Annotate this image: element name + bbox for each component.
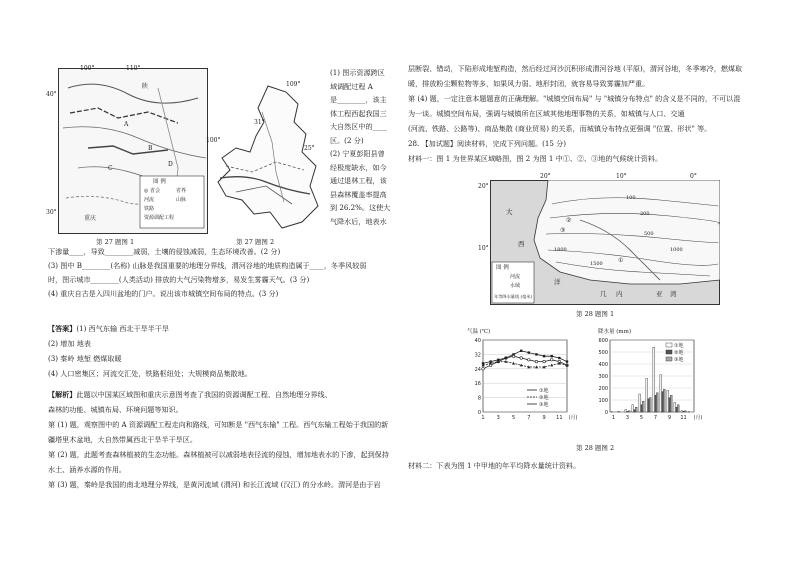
x-tick-label: 7 (527, 415, 531, 421)
bar (669, 398, 671, 412)
data-point (520, 350, 522, 352)
bar (628, 411, 630, 412)
analysis-text: 此题以中国某区域图和重庆示意图考查了我国的资源调配工程、自然地理分界线、 (76, 390, 332, 399)
bar (655, 395, 657, 412)
data-point (528, 351, 530, 353)
data-point (520, 357, 523, 360)
q-side-line: 大自然区中的____ (330, 122, 387, 131)
analysis-text: 森林的功能、城镇布局、环境问题等知识。 (48, 405, 183, 414)
bar (625, 410, 627, 412)
q-side-line: (2) 宁夏彭阳县曾 (330, 149, 385, 158)
analysis-text: 疆塔里木盆地，大自然带属西北干旱半干旱区。 (48, 435, 197, 444)
fig1-lat: 40° (46, 91, 57, 98)
q-side-line: 是________，该主 (330, 95, 387, 104)
x-tick-label: 7 (653, 415, 658, 421)
fig27-2-map (206, 82, 324, 232)
fig2-lat: 25° (304, 145, 315, 152)
data-point (558, 357, 560, 359)
y-tick-label: 32 (474, 352, 481, 359)
x-tick-label: 5 (639, 415, 644, 421)
bar (683, 411, 685, 412)
bar (632, 405, 634, 412)
q27-row: 下渗量____，导致________减弱，土壤的侵蚀减弱，生态环境改善。(2 分) (48, 247, 281, 256)
map-gulf-3: 亚 (656, 290, 663, 298)
bar (618, 411, 620, 412)
data-point (543, 360, 546, 363)
temperature-chart (465, 328, 577, 438)
map-point-1: ① (618, 257, 624, 264)
fig1-legend-railway: 铁路 (144, 206, 155, 212)
y-tick-label: 500 (598, 350, 608, 356)
data-point (551, 355, 553, 357)
answer-2: (2) 增加 地表 (48, 339, 91, 348)
data-point (535, 353, 537, 355)
fig27-2-caption: 第 27 题图 2 (236, 238, 275, 246)
bar (684, 411, 686, 412)
x-axis-label: (月) (568, 415, 577, 421)
fig1-city: 重庆 (84, 215, 97, 222)
map-gulf-1: 几 (600, 290, 607, 298)
fig28-1-caption: 第 28 题图 1 (576, 310, 615, 318)
q27-row: 时，图示城市________(人类活动) 排放的大气污染物增多，易发生雾霾天气。(3 分) (48, 275, 310, 284)
map-gulf-4: 湾 (670, 290, 677, 298)
q27-row: (3) 图中 B________(名称) 山脉是我国重要的地理分界线，渭河谷地的地质构造属于____，冬季风较弱 (48, 261, 367, 270)
fig1-label-d: D (168, 161, 173, 168)
fig28-2-caption: 第 28 题图 2 (576, 444, 615, 452)
map-lon1: 20° (540, 173, 551, 180)
map-lat1: 20° (478, 183, 489, 190)
fig1-label-c: C (108, 165, 113, 172)
fig1-legend-project: 资源调配工程 (144, 215, 175, 221)
precipitation-chart-svg (590, 328, 702, 438)
data-point (482, 362, 484, 364)
map-legend-title: 图 例 (496, 265, 509, 271)
map-sea-1: 大 (506, 208, 513, 216)
right-text-line: 为一谈。城镇空间布局，强调与城镇所在区域其他地理事物的关系，如城镇与人口、交通 (408, 109, 685, 118)
map-sea-2: 西 (518, 240, 525, 248)
q27-row: (4) 重庆自古是入四川盆地的门户。说出该市城镇空间布局的特点。(3 分) (48, 289, 279, 298)
legend-label: ①地 (539, 388, 549, 394)
q-side-line: (1) 图示资源跨区 (330, 68, 385, 77)
bar (627, 411, 629, 412)
right-text-line: 暖，排放粉尘颗粒物等多，如果风力弱、地形封闭，就容易导致雾霾加严重。 (408, 79, 650, 88)
bar (674, 402, 676, 412)
bar (634, 410, 636, 412)
map-iso-1800: 1800 (554, 247, 567, 253)
answer-4: (4) 人口密集区；河流交汇处，铁路枢纽处；大规模商品集散地。 (48, 369, 252, 378)
answer-line-1 (48, 322, 169, 336)
fig27-1-map (46, 65, 208, 234)
x-tick-label: 3 (625, 415, 630, 421)
map-iso-200: 200 (640, 211, 650, 217)
bar (641, 405, 643, 412)
x-tick-label: 1 (481, 415, 485, 421)
bar (635, 407, 637, 412)
precipitation-chart (590, 328, 702, 438)
temp-ylabel: 气温 (℃) (467, 329, 491, 335)
map-legend-water: 水域 (510, 283, 521, 289)
data-point (535, 360, 538, 363)
temperature-chart-svg (465, 328, 577, 438)
plot-frame (483, 340, 567, 412)
y-tick-label: 0 (477, 410, 481, 416)
map-legend-river: 河流 (510, 274, 521, 280)
x-tick-label: 3 (496, 415, 500, 421)
data-point (512, 353, 514, 355)
q-side-line: 体工程西起我国三 (330, 108, 387, 118)
bar (667, 390, 669, 412)
bar (676, 407, 678, 412)
fig1-legend-capital: ◎ 省会 (144, 188, 160, 194)
x-tick-label: 11 (556, 415, 563, 421)
fig28-1-map (478, 173, 720, 305)
analysis-title: 【解析】 (48, 390, 77, 399)
fig1-label-b: B (148, 145, 153, 152)
bar (663, 389, 665, 412)
x-tick-label: 9 (667, 415, 672, 421)
q-side-line: 经极度缺水，如今 (330, 162, 387, 172)
fig1-legend-boundary: 省界 (176, 188, 187, 194)
bar (670, 395, 672, 412)
bar (656, 393, 658, 412)
x-tick-label: 5 (511, 415, 516, 421)
x-tick-label: 1 (611, 415, 616, 421)
right-text-line: (河流、铁路、公路等)、商品集散 (商业贸易) 的关系，而城镇分布特点更强调 "位置、形状" 等。 (408, 124, 712, 133)
legend-swatch (666, 357, 672, 361)
fig1-lon1: 100° (80, 65, 95, 72)
data-point (505, 357, 507, 359)
legend-swatch (666, 350, 672, 354)
legend-label: ②地 (539, 395, 549, 401)
legend-label: ①地 (674, 343, 684, 349)
legend-label: ③地 (674, 357, 684, 363)
right-text-line: 层断裂、错动，下陷形成地堑构造，然后经过河沙沉积形成渭河谷地 (平原)，渭河谷地，冬季寒冷，燃煤取 (408, 64, 743, 73)
y-tick-label: 40 (474, 338, 481, 344)
map-point-3: ③ (560, 227, 566, 234)
fig1-legend-river: 河流 (144, 197, 155, 203)
answer-1: (1) 西气东输 西北干旱半干旱 (76, 324, 169, 333)
bar (681, 411, 683, 412)
y-tick-label: 24 (474, 366, 481, 373)
map-gulf-2: 内 (616, 290, 623, 298)
map-iso-100: 100 (626, 195, 636, 201)
fig1-lat2: 30° (46, 209, 57, 216)
map-lon3: 0° (690, 173, 697, 180)
data-point (566, 360, 568, 362)
answer-title: 【答案】 (48, 324, 77, 333)
right-text-line: 第 (4) 题，一定注意本题题意的正确理解。"城镇空间布局" 与 "城镇分布特点" 的含义是不同的，不可以混 (408, 94, 741, 103)
material-2: 材料二：下表为图 1 中甲地的年平均降水量统计资料。 (408, 461, 581, 470)
bar (660, 375, 662, 412)
fig1-legend-title: 图 例 (153, 179, 166, 185)
fig2-lon: 100° (206, 137, 221, 144)
map-iso-500: 500 (644, 231, 654, 237)
bar (648, 399, 650, 412)
analysis-text: 水土、涵养水源的作用。 (48, 465, 127, 474)
fig1-region: 陕 (142, 83, 149, 90)
data-point (482, 368, 485, 371)
prec-ylabel: 降水量 (mm) (598, 329, 631, 335)
x-tick-label: 9 (542, 415, 546, 421)
map-iso-1000: 1000 (670, 247, 683, 253)
y-tick-label: 8 (477, 395, 481, 402)
y-tick-label: 200 (598, 386, 608, 392)
q-side-line: 到 26.2%。这使大 (330, 203, 391, 212)
map-point-2: ② (566, 217, 572, 224)
legend-label: ③地 (539, 402, 549, 408)
analysis-line-1 (48, 388, 332, 402)
material-1: 材料一：图 1 为世界某区域略图，图 2 为图 1 中①、②、③地的气候统计资料。 (408, 154, 663, 163)
y-tick-label: 100 (598, 398, 608, 404)
map-iso-1500: 1500 (590, 261, 603, 267)
fig1-legend-line: 山脉 (176, 197, 187, 203)
data-point (497, 359, 499, 361)
data-point (550, 359, 553, 362)
map-legend-iso: 年等降水量线 (毫米) (494, 294, 533, 299)
map-sea-3: 洋 (554, 278, 561, 286)
fig2-n: 109° (286, 81, 301, 88)
q-side-line: 域调配过程 A (330, 81, 373, 91)
fig27-2-svg (206, 82, 324, 232)
fig2-deg: 31° (254, 119, 265, 126)
q-side-line: 气降水后，地表水 (330, 216, 387, 226)
answer-3: (3) 秦岭 地堑 燃煤取暖 (48, 354, 122, 363)
y-tick-label: 400 (598, 362, 608, 368)
map-lon2: 10° (616, 173, 627, 180)
y-tick-label: 0 (604, 410, 608, 416)
y-tick-label: 16 (474, 381, 481, 388)
q28-title: 28. 【加试题】阅读材料，完成下列问题。(15 分) (408, 139, 567, 148)
analysis-text: 第 (1) 题，观察图中的 A 资源调配工程走向和路线，可知断是 "西气东输" 工程。西气东输工程始于我国的新 (48, 420, 389, 429)
fig27-1-caption: 第 27 题图 1 (96, 238, 135, 246)
bar (649, 398, 651, 412)
fig1-label-a: A (124, 121, 129, 128)
map-lat2: 10° (478, 245, 489, 252)
bar (639, 394, 641, 412)
data-point (528, 359, 531, 362)
analysis-text: 第 (3) 题，秦岭是我国的南北地理分界线，是黄河流域 (渭河) 和长江流域 (汉江) 的分水岭。渭河是由于岩 (48, 480, 381, 489)
analysis-text: 第 (2) 题，此题考查森林植被的生态功能。森林植被可以减弱地表径流的侵蚀，增加地表水的下渗，起到保持 (48, 450, 389, 459)
q-side-line: 通过退林工程，该 (330, 176, 387, 185)
x-axis-label: (月) (693, 415, 702, 421)
bar (653, 347, 655, 412)
bar (642, 401, 644, 412)
legend-label: ②地 (674, 350, 684, 356)
x-tick-label: 11 (680, 415, 687, 421)
bar (646, 378, 648, 412)
fig27-1-svg (58, 68, 208, 234)
bar (677, 405, 679, 412)
data-point (543, 355, 545, 357)
y-tick-label: 600 (598, 338, 608, 344)
q-side-line: 区。(2 分) (330, 135, 364, 145)
fig1-lon2: 110° (126, 65, 141, 72)
legend-swatch (666, 343, 672, 347)
q-side-line: 县森林覆盖率提高 (330, 189, 387, 199)
y-tick-label: 300 (598, 374, 608, 380)
bar (662, 392, 664, 412)
data-point (489, 360, 491, 362)
